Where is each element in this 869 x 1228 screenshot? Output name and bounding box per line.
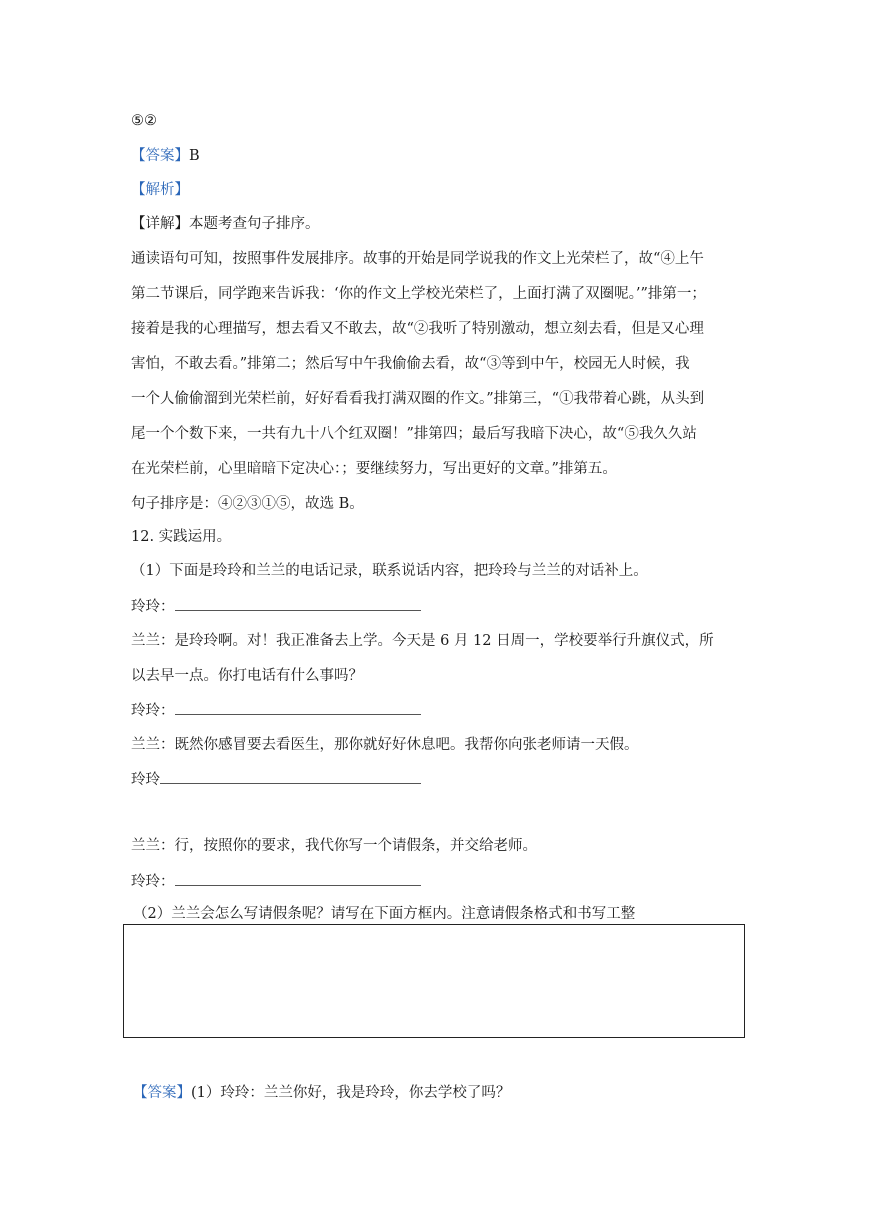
paragraph-line: 害怕，不敢去看。”排第二；然后写中午我偷偷去看，故“③等到中午，校园无人时候，我 bbox=[131, 356, 690, 372]
answer-text: (1）玲玲：兰兰你好，我是玲玲，你去学校了吗？ bbox=[191, 1085, 511, 1101]
subquestion-2: （2）兰兰会怎么写请假条呢？请写在下面方框内。注意请假条格式和书写工整 bbox=[133, 906, 636, 922]
answer-line bbox=[131, 146, 200, 166]
speaker-label: 玲玲： bbox=[131, 599, 175, 615]
detail-text: 本题考查句子排序。 bbox=[189, 216, 320, 232]
subquestion-1: （1）下面是玲玲和兰兰的电话记录，联系说话内容，把玲玲与兰兰的对话补上。 bbox=[131, 563, 648, 579]
answer-box[interactable] bbox=[123, 924, 745, 1038]
answer-tag: 【答案】 bbox=[131, 148, 189, 164]
answer-2-line bbox=[133, 1083, 510, 1103]
dialog-lingling-4 bbox=[131, 871, 421, 892]
answer-tag: 【答案】 bbox=[133, 1085, 191, 1101]
dialog-lingling-3 bbox=[131, 769, 421, 790]
analysis-tag: 【解析】 bbox=[131, 182, 189, 198]
dialog-lanlan-3: 兰兰：行，按照你的要求，我代你写一个请假条，并交给老师。 bbox=[131, 838, 537, 854]
speaker-label: 玲玲： bbox=[131, 703, 175, 719]
detail-line bbox=[131, 214, 320, 234]
dialog-lanlan-1b: 以去早一点。你打电话有什么事吗？ bbox=[131, 668, 363, 684]
paragraph-line: 在光荣栏前，心里暗暗下定决心：；要继续努力，写出更好的文章。”排第五。 bbox=[131, 461, 617, 477]
detail-tag: 【详解】 bbox=[131, 216, 189, 232]
paragraph-line: 第二节课后，同学跑来告诉我：‘你的作文上学校光荣栏了，上面打满了双圈呢。’”排第一； bbox=[131, 286, 706, 302]
answer-blank[interactable] bbox=[160, 769, 421, 784]
answer-blank[interactable] bbox=[175, 596, 421, 611]
dialog-lanlan-1a: 兰兰：是玲玲啊。对！我正准备去上学。今天是 6 月 12 日周一，学校要举行升旗仪式，所 bbox=[131, 633, 714, 649]
answer-blank[interactable] bbox=[175, 871, 421, 886]
question-title: 12. 实践运用。 bbox=[131, 529, 232, 545]
text-line: ⑤② bbox=[131, 113, 157, 129]
dialog-lanlan-2: 兰兰：既然你感冒要去看医生，那你就好好休息吧。我帮你向张老师请一天假。 bbox=[131, 737, 639, 753]
paragraph-line: 接着是我的心理描写，想去看又不敢去，故“②我听了特别激动，想立刻去看，但是又心理 bbox=[131, 321, 704, 337]
dialog-lingling-2 bbox=[131, 700, 421, 721]
paragraph-line: 通读语句可知，按照事件发展排序。故事的开始是同学说我的作文上光荣栏了，故“④上午 bbox=[131, 251, 704, 267]
dialog-lingling-1 bbox=[131, 596, 421, 617]
speaker-label: 玲玲： bbox=[131, 874, 175, 890]
paragraph-line: 尾一个个数下来，一共有九十八个红双圈！”排第四；最后写我暗下决心，故“⑤我久久站 bbox=[131, 426, 697, 442]
speaker-label: 玲玲 bbox=[131, 772, 160, 788]
paragraph-line: 一个人偷偷溜到光荣栏前，好好看看我打满双圈的作文。”排第三，“①我带着心跳，从头到 bbox=[131, 391, 705, 407]
paragraph-line: 句子排序是：④②③①⑤，故选 B。 bbox=[131, 496, 364, 512]
answer-value: B bbox=[189, 148, 200, 164]
answer-blank[interactable] bbox=[175, 700, 421, 715]
